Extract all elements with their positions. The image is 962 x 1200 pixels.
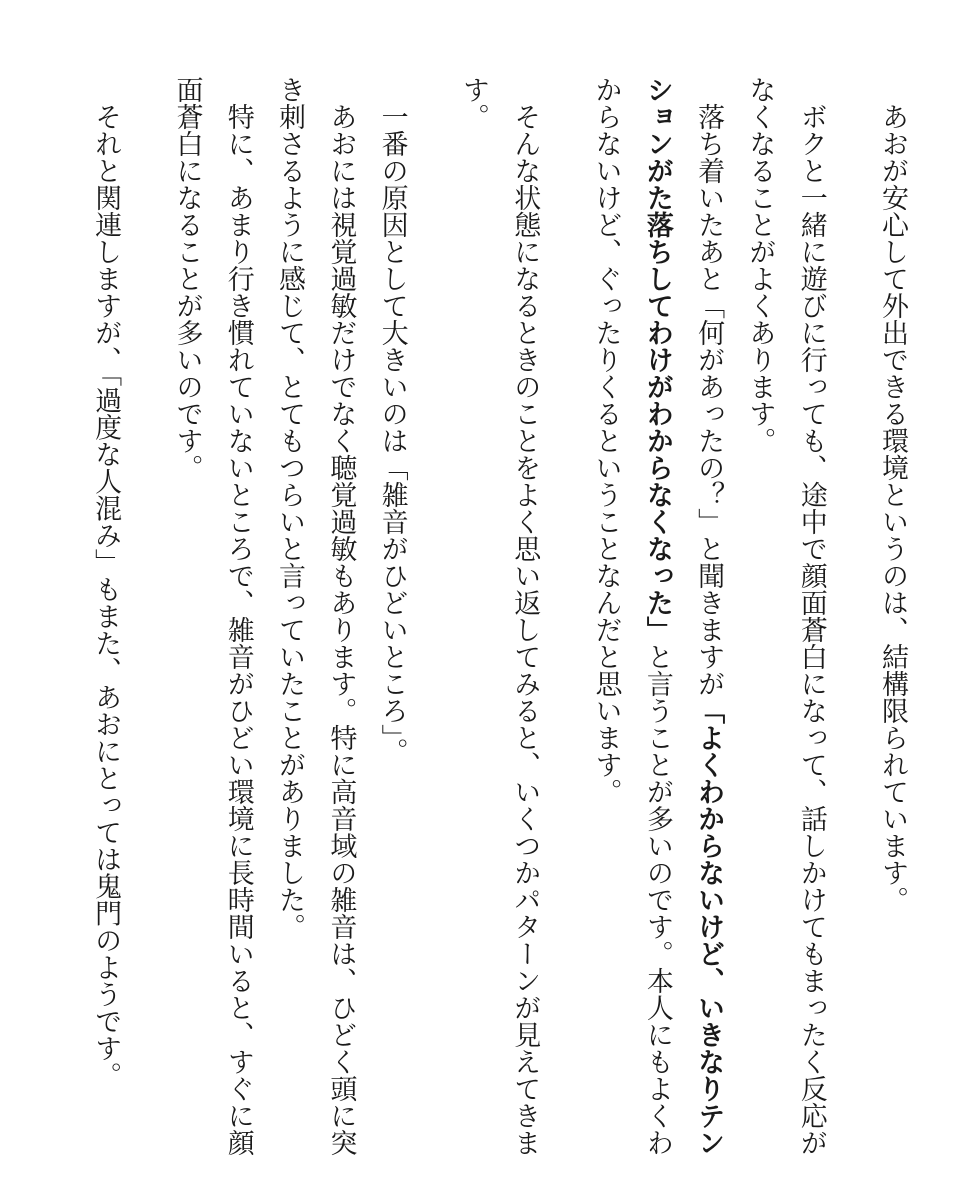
text-segment: 一番の原因として大きいのは「雑音がひどいところ」。	[376, 103, 408, 765]
paragraph-4	[448, 76, 551, 1156]
text-segment: ボクと一緒に遊びに行っても、途中で顔面蒼白になって、話しかけてもまったく反応がなくなることがよくあります。	[744, 76, 827, 1156]
paragraph-6	[264, 76, 367, 1156]
vertical-text-page	[80, 76, 918, 1156]
paragraph-2	[734, 76, 837, 1156]
text-segment: そんな状態になるときのことをよく思い返してみると、いくつかパターンが見えてきます。	[457, 76, 541, 1156]
text-segment: それと関連しますが、「過度な人混み」もまた、あおにとっては鬼門のようです。	[90, 103, 122, 1089]
bold-quote: 「よくわからないけど、いきなりテンションがた落ちしてわけがわからなくなった」	[641, 76, 725, 1156]
text-segment: 特に、あまり行き慣れていないところで、雑音がひどい環境に長時間いると、すぐに顔面蒼白になることが多いのです。	[171, 76, 254, 1156]
paragraph-3	[580, 76, 734, 1156]
paragraph-8	[80, 76, 131, 1156]
text-segment: と言うことが多いのです。本人にもよくわからないけど、ぐったりくるということなんだと思います。	[590, 76, 673, 1156]
paragraph-5	[366, 76, 417, 1156]
paragraph-1	[867, 76, 918, 1156]
text-segment: あおが安心して外出できる環境というのは、結構限られています。	[877, 103, 908, 913]
text-segment: 落ち着いたあと「何があったの？」と聞きますが	[693, 103, 725, 697]
text-segment: あおには視覚過敏だけでなく聴覚過敏もあります。特に高音域の雑音は、ひどく頭に突き刺さるように感じて、とてもつらいと言っていたことがありました。	[274, 76, 357, 1156]
paragraph-7	[161, 76, 264, 1156]
